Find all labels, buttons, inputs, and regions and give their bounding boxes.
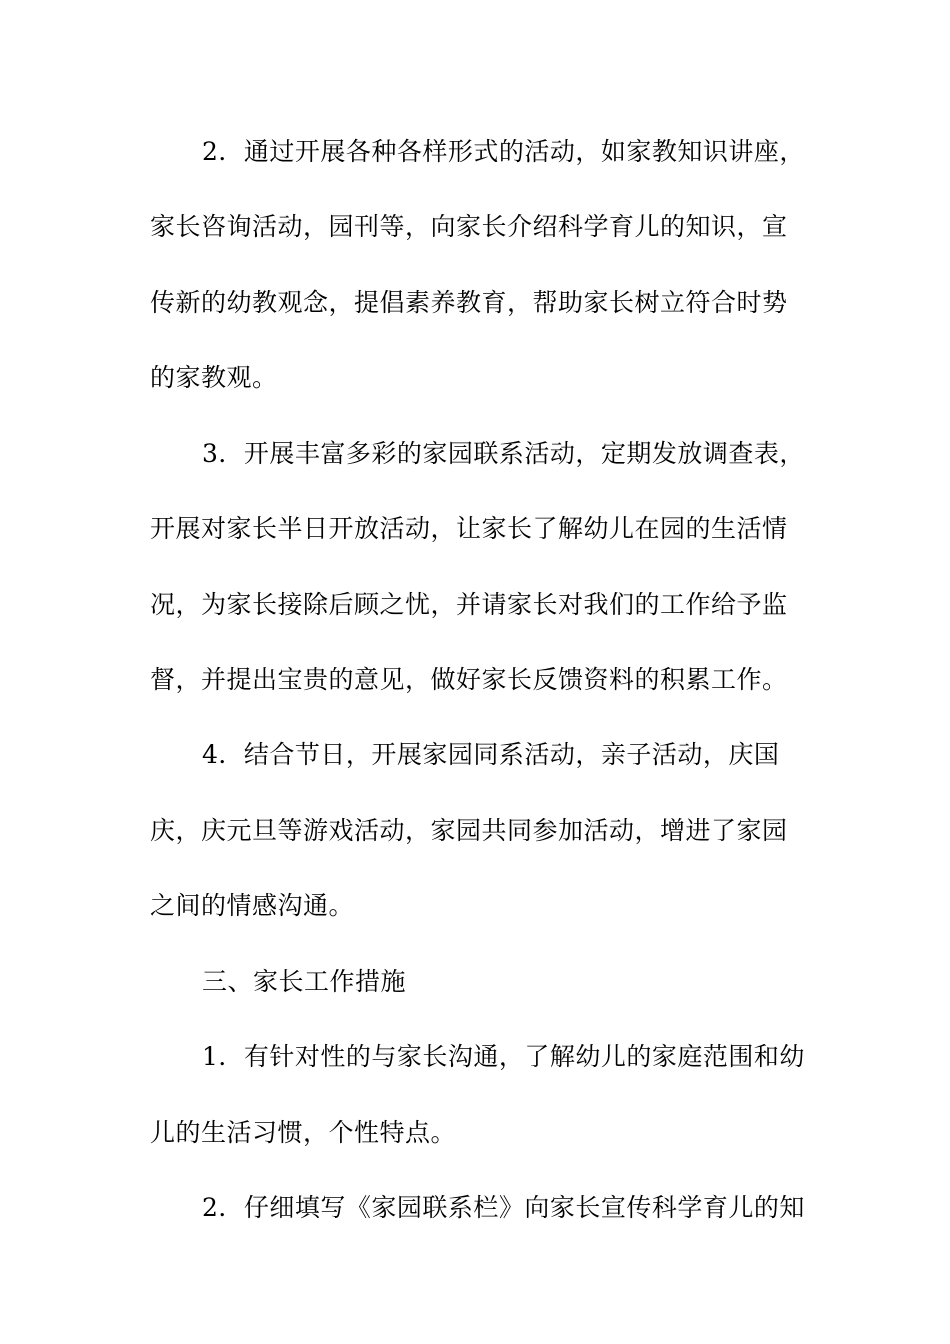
paragraph-2-line-2: 家长咨询活动，园刊等，向家长介绍科学育儿的知识，宣 — [150, 212, 788, 241]
paragraph-2-line-1: 2．通过开展各种各样形式的活动，如家教知识讲座， — [202, 137, 805, 166]
paragraph-4-line-1: 4．结合节日，开展家园同系活动，亲子活动，庆国 — [202, 740, 780, 769]
paragraph-4-line-3: 之间的情感沟通。 — [150, 891, 355, 920]
paragraph-2-line-3: 传新的幼教观念，提倡素养教育，帮助家长树立符合时势 — [150, 288, 788, 317]
measure-1-line-1: 1．有针对性的与家长沟通，了解幼儿的家庭范围和幼 — [202, 1042, 805, 1071]
paragraph-2-line-4: 的家教观。 — [150, 363, 278, 392]
paragraph-3-line-2: 开展对家长半日开放活动，让家长了解幼儿在园的生活情 — [150, 514, 788, 543]
paragraph-3-line-3: 况，为家长接除后顾之忧，并请家长对我们的工作给予监 — [150, 590, 788, 619]
measure-1-line-2: 儿的生活习惯，个性特点。 — [150, 1118, 457, 1147]
section-heading: 三、家长工作措施 — [202, 967, 407, 996]
paragraph-3-line-1: 3．开展丰富多彩的家园联系活动，定期发放调查表， — [202, 439, 805, 468]
paragraph-4-line-2: 庆，庆元旦等游戏活动，家园共同参加活动，增进了家园 — [150, 816, 788, 845]
measure-2-line-1: 2．仔细填写《家园联系栏》向家长宣传科学育儿的知 — [202, 1193, 805, 1222]
paragraph-3-line-4: 督，并提出宝贵的意见，做好家长反馈资料的积累工作。 — [150, 665, 788, 694]
